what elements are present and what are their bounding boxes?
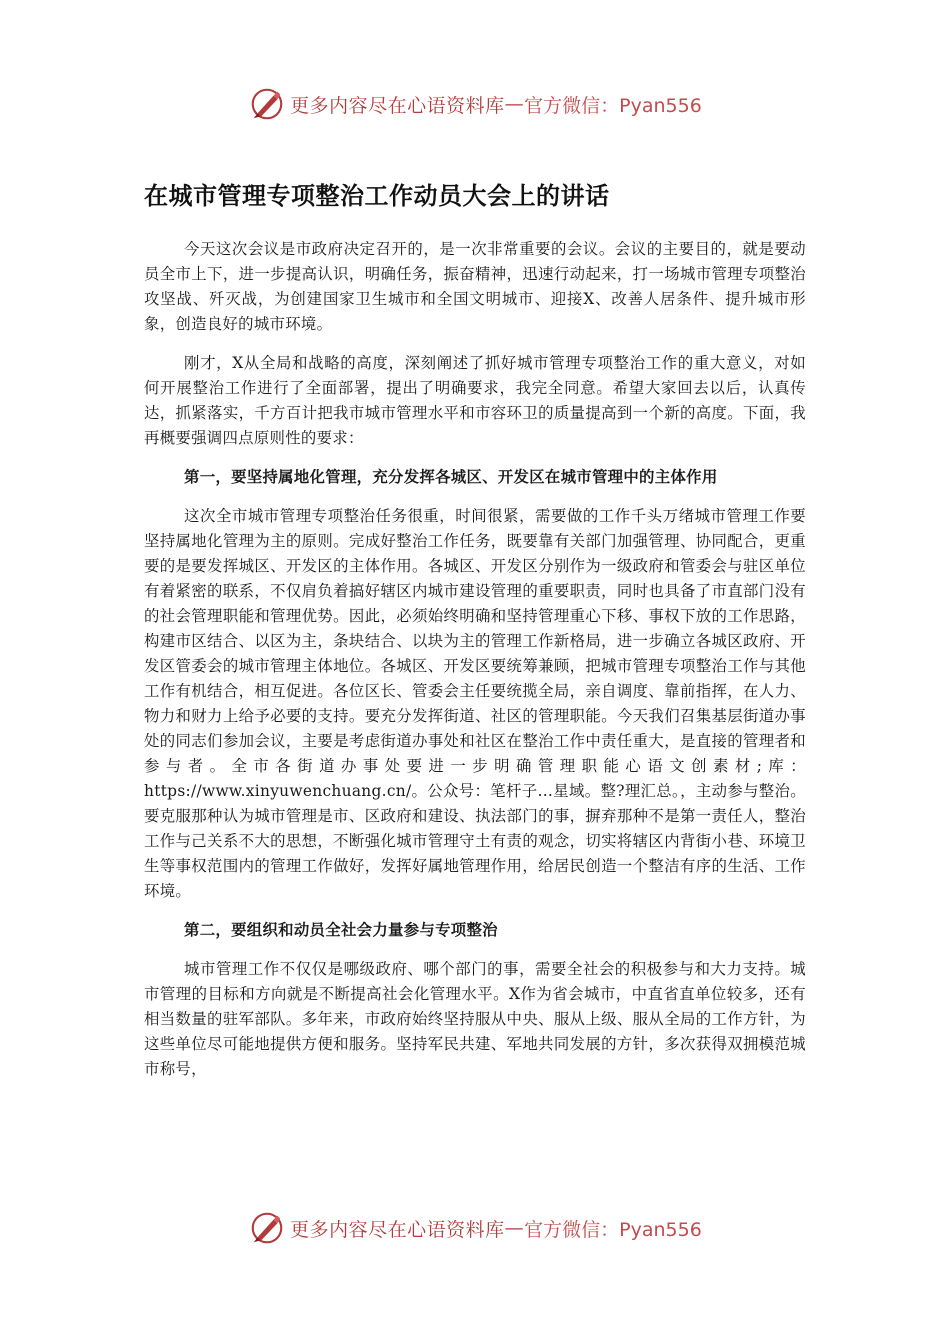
banner-text: 更多内容尽在心语资料库 xyxy=(290,94,505,117)
banner-dash: — xyxy=(504,1217,525,1239)
document-title: 在城市管理专项整治工作动员大会上的讲话 xyxy=(144,182,610,210)
pen-logo-icon xyxy=(248,1209,286,1247)
banner-wechat: 官方微信：Pyan556 xyxy=(524,94,702,117)
paragraph: 这次全市城市管理专项整治任务很重，时间很紧，需要做的工作千头万绪城市管理工作要坚持属地化管理为主的原则。完成好整治工作任务，既要靠有关部门加强管理、协同配合，更重要的是要发挥城区、开发区的主体作用。各城区、开发区分别作为一级政府和管委会与驻区单位有着紧密的联系，不仅肩负着搞好辖区内城市建设管理的重要职责，同时也具备了市直部门没有的社会管理职能和管理优势。因此，必须始终明确和坚持管理重心下移、事权下放的工作思路，构建市区结合、以区为主，条块结合、以块为主的管理工作新格局，进一步确立各城区政府、开发区管委会的城市管理主体地位。各城区、开发区要统筹兼顾，把城市管理专项整治工作与其他工作有机结合，相互促进。各位区长、管委会主任要统揽全局，亲自调度、靠前指挥，在人力、物力和财力上给予必要的支持。要充分发挥街道、社区的管理职能。今天我们召集基层街道办事处的同志们参加会议，主要是考虑街道办事处和社区在整治工作中责任重大，是直接的管理者和参与者。全市各街道办事处要进一步明确管理职能心语文创素材;库：https://www.xinyuwenchuang.cn/。公众号：笔杆子…星域。整?理汇总。，主动参与整治。要克服那种认为城市管理是市、区政府和建设、执法部门的事，摒弃那种不是第一责任人，整治工作与己关系不大的思想，不断强化城市管理守土有责的观念，切实将辖区内背街小巷、环境卫生等事权范围内的管理工作做好，发挥好属地管理作用，给居民创造一个整洁有序的生活、工作环境。 xyxy=(144,507,806,900)
header-banner xyxy=(0,84,950,124)
paragraph: 今天这次会议是市政府决定召开的，是一次非常重要的会议。会议的主要目的，就是要动员全市上下，进一步提高认识，明确任务，振奋精神，迅速行动起来，打一场城市管理专项整治攻坚战、歼灭战，为创建国家卫生城市和全国文明城市、迎接X、改善人居条件、提升城市形象，创造良好的城市环境。 xyxy=(144,240,806,333)
section-heading-1: 第一，要坚持属地化管理，充分发挥各城区、开发区在城市管理中的主体作用 xyxy=(184,468,718,486)
footer-banner xyxy=(0,1208,950,1248)
banner-text: 更多内容尽在心语资料库 xyxy=(290,1218,505,1241)
paragraph: 刚才，X从全局和战略的高度，深刻阐述了抓好城市管理专项整治工作的重大意义，对如何开展整治工作进行了全面部署，提出了明确要求，我完全同意。希望大家回去以后，认真传达，抓紧落实，千方百计把我市城市管理水平和市容环卫的质量提高到一个新的高度。下面，我再概要强调四点原则性的要求： xyxy=(144,354,806,447)
banner-dash: — xyxy=(504,93,525,115)
section-heading-2: 第二，要组织和动员全社会力量参与专项整治 xyxy=(184,921,498,939)
paragraph: 城市管理工作不仅仅是哪级政府、哪个部门的事，需要全社会的积极参与和大力支持。城市管理的目标和方向就是不断提高社会化管理水平。X作为省会城市，中直省直单位较多，还有相当数量的驻军部队。多年来，市政府始终坚持服从中央、服从上级、服从全局的工作方针，为这些单位尽可能地提供方便和服务。坚持军民共建、军地共同发展的方针，多次获得双拥模范城市称号， xyxy=(144,960,806,1078)
pen-logo-icon xyxy=(248,85,286,123)
document-body xyxy=(144,176,806,1096)
banner-wechat: 官方微信：Pyan556 xyxy=(524,1218,702,1241)
